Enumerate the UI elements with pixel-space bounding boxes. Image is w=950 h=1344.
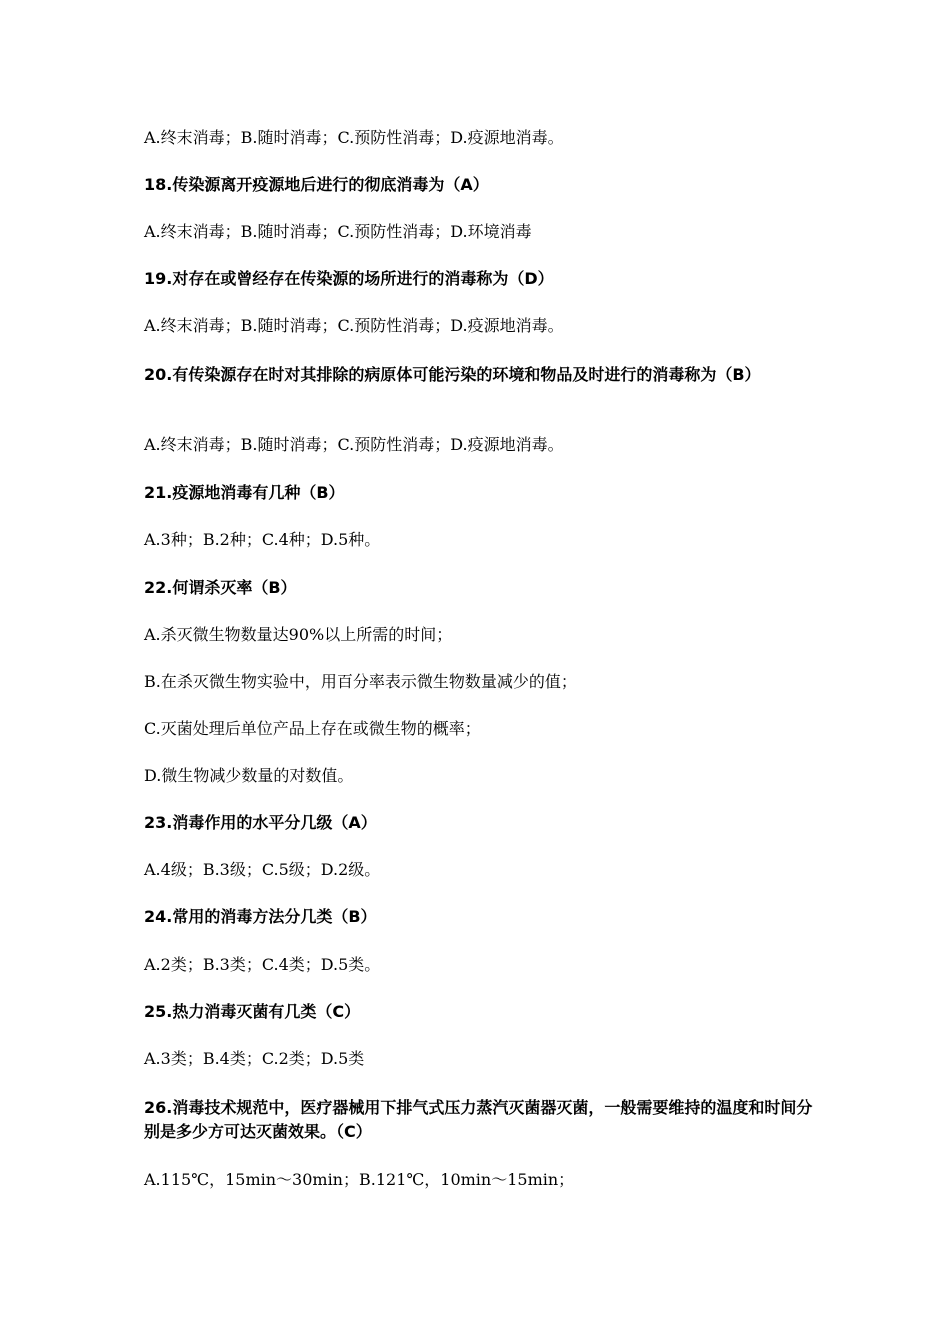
options-20: A.终末消毒；B.随时消毒；C.预防性消毒；D.疫源地消毒。 xyxy=(144,435,564,454)
option-22-b: B.在杀灭微生物实验中，用百分率表示微生物数量减少的值； xyxy=(144,672,577,691)
question-18: 18.传染源离开疫源地后进行的彻底消毒为（A） xyxy=(144,175,489,194)
question-25: 25.热力消毒灭菌有几类（C） xyxy=(144,1002,361,1021)
question-21: 21.疫源地消毒有几种（B） xyxy=(144,483,345,502)
question-23: 23.消毒作用的水平分几级（A） xyxy=(144,813,377,832)
option-22-c: C.灭菌处理后单位产品上存在或微生物的概率； xyxy=(144,719,481,738)
question-26: 26.消毒技术规范中，医疗器械用下排气式压力蒸汽灭菌器灭菌，一般需要维持的温度和时间分别是多少方可达灭菌效果。（C） xyxy=(144,1098,813,1141)
options-19: A.终末消毒；B.随时消毒；C.预防性消毒；D.疫源地消毒。 xyxy=(144,316,564,335)
options-24: A.2类；B.3类；C.4类；D.5类。 xyxy=(144,955,381,974)
option-22-d: D.微生物减少数量的对数值。 xyxy=(144,766,354,785)
question-19: 19.对存在或曾经存在传染源的场所进行的消毒称为（D） xyxy=(144,269,554,288)
options-26: A.115℃，15min～30min；B.121℃，10min～15min； xyxy=(144,1170,575,1189)
options-17: A.终末消毒；B.随时消毒；C.预防性消毒；D.疫源地消毒。 xyxy=(144,128,564,147)
options-25: A.3类；B.4类；C.2类；D.5类 xyxy=(144,1049,365,1068)
options-23: A.4级；B.3级；C.5级；D.2级。 xyxy=(144,860,381,879)
options-21: A.3种；B.2种；C.4种；D.5种。 xyxy=(144,530,381,549)
question-24: 24.常用的消毒方法分几类（B） xyxy=(144,907,377,926)
options-18: A.终末消毒；B.随时消毒；C.预防性消毒；D.环境消毒 xyxy=(144,222,532,241)
option-22-a: A.杀灭微生物数量达90%以上所需的时间； xyxy=(144,625,453,644)
question-22: 22.何谓杀灭率（B） xyxy=(144,578,297,597)
question-20: 20.有传染源存在时对其排除的病原体可能污染的环境和物品及时进行的消毒称为（B） xyxy=(144,365,761,384)
